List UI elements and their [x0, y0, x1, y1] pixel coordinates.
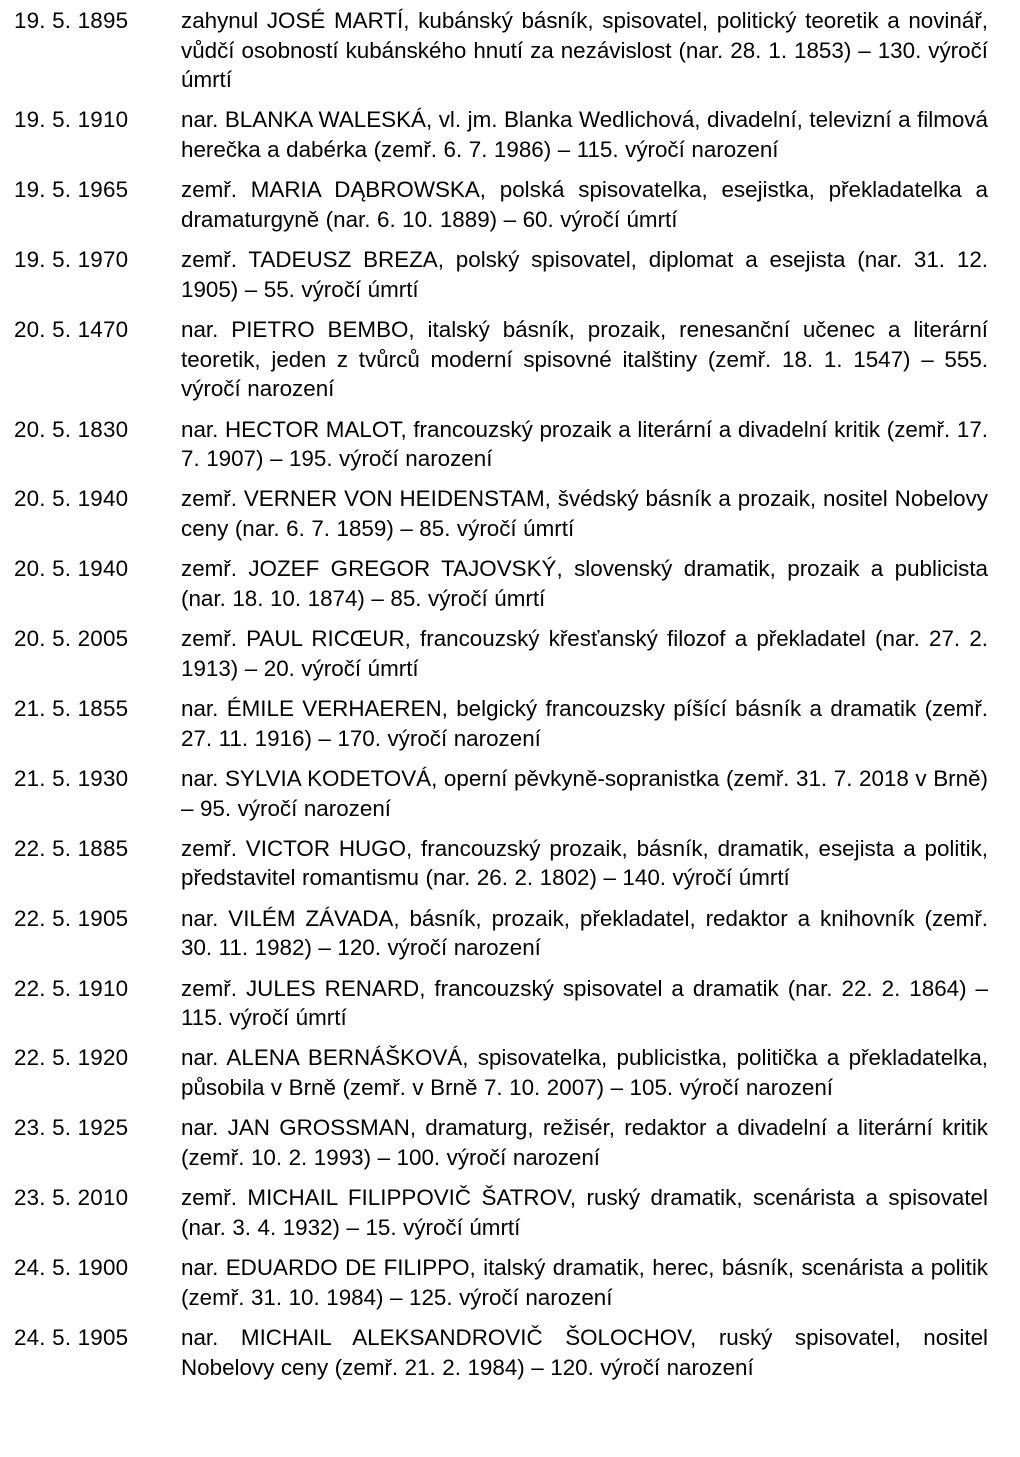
list-item	[14, 415, 988, 485]
entry-text: nar. JAN GROSSMAN, dramaturg, režisér, redaktor a divadelní a literární kritik (zemř. 10. 2. 1993) – 100. výročí narození	[181, 1115, 988, 1170]
list-item	[14, 624, 988, 694]
entry-text: nar. ALENA BERNÁŠKOVÁ, spisovatelka, publicistka, politička a překladatelka, působila v Brně (zemř. v Brně 7. 10. 2007) – 105. výročí narození	[181, 1045, 988, 1101]
entry-date: 19. 5. 1910	[14, 107, 129, 133]
entry-date: 24. 5. 1905	[14, 1324, 129, 1350]
entry-date: 22. 5. 1885	[14, 835, 129, 861]
entry-text: nar. HECTOR MALOT, francouzský prozaik a literární a divadelní kritik (zemř. 17. 7. 1907) – 195. výročí narození	[181, 416, 988, 472]
list-item	[14, 974, 988, 1044]
anniversary-list	[14, 6, 988, 1393]
entry-text: zemř. TADEUSZ BREZA, polský spisovatel, diplomat a esejista (nar. 31. 12. 1905) – 55. výročí úmrtí	[181, 247, 988, 302]
entry-text: nar. PIETRO BEMBO, italský básník, prozaik, renesanční učenec a literární teoretik, jeden z tvůrců moderní spisovné italštiny (zemř. 18. 1. 1547) – 555. výročí narození	[181, 317, 988, 402]
list-item	[14, 1183, 988, 1253]
list-item	[14, 105, 988, 175]
entry-date: 19. 5. 1970	[14, 247, 129, 273]
list-item	[14, 1323, 988, 1393]
entry-date: 22. 5. 1910	[14, 975, 129, 1001]
entry-text: zemř. VICTOR HUGO, francouzský prozaik, básník, dramatik, esejista a politik, představitel romantismu (nar. 26. 2. 1802) – 140. výročí úmrtí	[181, 835, 988, 891]
list-item	[14, 904, 988, 974]
entry-text: nar. EDUARDO DE FILIPPO, italský dramatik, herec, básník, scenárista a politik (zemř. 31. 10. 1984) – 125. výročí narození	[181, 1255, 988, 1310]
entry-date: 23. 5. 1925	[14, 1115, 129, 1141]
entry-text: zemř. PAUL RICŒUR, francouzský křesťanský filozof a překladatel (nar. 27. 2. 1913) – 20. výročí úmrtí	[181, 626, 988, 681]
entry-text: zemř. JULES RENARD, francouzský spisovatel a dramatik (nar. 22. 2. 1864) – 115. výročí úmrtí	[181, 975, 988, 1031]
list-item	[14, 1113, 988, 1183]
entry-text: zemř. MARIA DĄBROWSKA, polská spisovatelka, esejistka, překladatelka a dramaturgyně (nar. 6. 10. 1889) – 60. výročí úmrtí	[181, 177, 988, 232]
entry-date: 20. 5. 1940	[14, 486, 129, 512]
entry-text: nar. BLANKA WALESKÁ, vl. jm. Blanka Wedlichová, divadelní, televizní a filmová herečka a dabérka (zemř. 6. 7. 1986) – 115. výročí narození	[181, 107, 988, 163]
list-item	[14, 175, 988, 245]
entry-date: 20. 5. 1940	[14, 556, 129, 582]
list-item	[14, 694, 988, 764]
entry-date: 20. 5. 2005	[14, 626, 129, 652]
entry-date: 24. 5. 1900	[14, 1255, 129, 1281]
entry-text: nar. ÉMILE VERHAEREN, belgický francouzsky píšící básník a dramatik (zemř. 27. 11. 1916) – 170. výročí narození	[181, 696, 988, 751]
list-item	[14, 245, 988, 315]
entry-date: 22. 5. 1905	[14, 905, 129, 931]
list-item	[14, 484, 988, 554]
entry-date: 21. 5. 1855	[14, 696, 129, 722]
entry-date: 23. 5. 2010	[14, 1185, 129, 1211]
entry-text: zemř. VERNER VON HEIDENSTAM, švédský básník a prozaik, nositel Nobelovy ceny (nar. 6. 7. 1859) – 85. výročí úmrtí	[181, 486, 988, 542]
entry-text: zemř. MICHAIL FILIPPOVIČ ŠATROV, ruský dramatik, scenárista a spisovatel (nar. 3. 4. 1932) – 15. výročí úmrtí	[181, 1185, 988, 1240]
entry-date: 20. 5. 1470	[14, 317, 129, 343]
entry-text: zemř. JOZEF GREGOR TAJOVSKÝ, slovenský dramatik, prozaik a publicista (nar. 18. 10. 1874) – 85. výročí úmrtí	[181, 556, 988, 611]
list-item	[14, 764, 988, 834]
list-item	[14, 1253, 988, 1323]
entry-date: 22. 5. 1920	[14, 1045, 129, 1071]
list-item	[14, 1043, 988, 1113]
entry-date: 20. 5. 1830	[14, 416, 129, 442]
entry-text: nar. SYLVIA KODETOVÁ, operní pěvkyně-sopranistka (zemř. 31. 7. 2018 v Brně) – 95. výročí narození	[181, 765, 988, 821]
list-item	[14, 6, 988, 105]
entry-text: nar. VILÉM ZÁVADA, básník, prozaik, překladatel, redaktor a knihovník (zemř. 30. 11. 1982) – 120. výročí narození	[181, 905, 988, 961]
entry-date: 21. 5. 1930	[14, 765, 129, 791]
entry-text: zahynul JOSÉ MARTÍ, kubánský básník, spisovatel, politický teoretik a novinář, vůdčí osobností kubánského hnutí za nezávislost (nar. 28. 1. 1853) – 130. výročí úmrtí	[181, 8, 988, 93]
entry-text: nar. MICHAIL ALEKSANDROVIČ ŠOLOCHOV, ruský spisovatel, nositel Nobelovy ceny (zemř. 21. 2. 1984) – 120. výročí narození	[181, 1324, 988, 1380]
list-item	[14, 554, 988, 624]
entry-date: 19. 5. 1895	[14, 8, 129, 33]
list-item	[14, 315, 988, 414]
list-item	[14, 834, 988, 904]
entry-date: 19. 5. 1965	[14, 177, 129, 203]
